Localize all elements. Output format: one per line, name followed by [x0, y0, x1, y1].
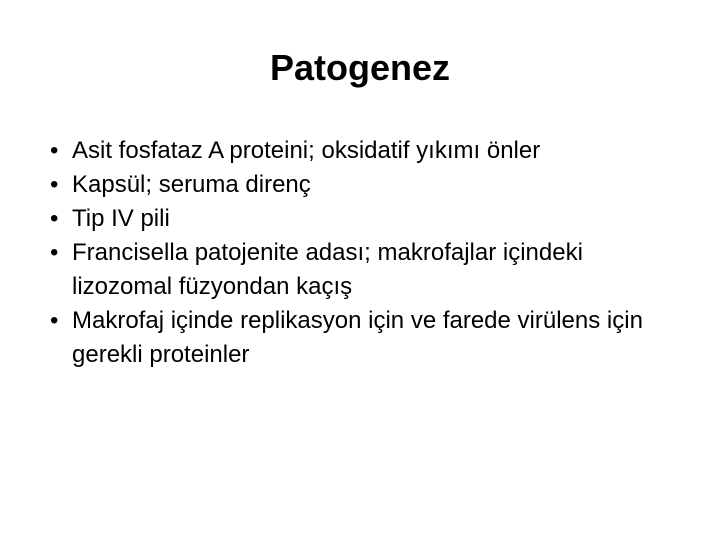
bullet-text: Kapsül; seruma direnç — [72, 171, 311, 198]
bullet-item-replication-proteins — [50, 304, 680, 372]
bullet-icon: • — [50, 205, 59, 232]
bullet-item-capsule — [50, 168, 680, 202]
bullet-text: Asit fosfataz A proteini; oksidatif yıkımı önler — [72, 137, 541, 164]
bullet-text: Francisella patojenite adası; makrofajlar içindeki lizozomal füzyondan kaçış — [72, 239, 583, 300]
bullet-item-type-iv-pili — [50, 202, 680, 236]
slide-title: Patogenez — [269, 47, 451, 88]
bullet-icon: • — [50, 307, 59, 334]
bullet-item-acid-phosphatase — [50, 134, 680, 168]
bullet-text: Tip IV pili — [72, 205, 170, 232]
bullet-icon: • — [50, 137, 59, 164]
bullet-text: Makrofaj içinde replikasyon için ve farede virülens için gerekli proteinler — [72, 307, 643, 368]
bullet-list — [50, 134, 680, 372]
bullet-icon: • — [50, 171, 59, 198]
bullet-item-pathogenicity-island — [50, 236, 680, 304]
bullet-icon: • — [50, 239, 59, 266]
